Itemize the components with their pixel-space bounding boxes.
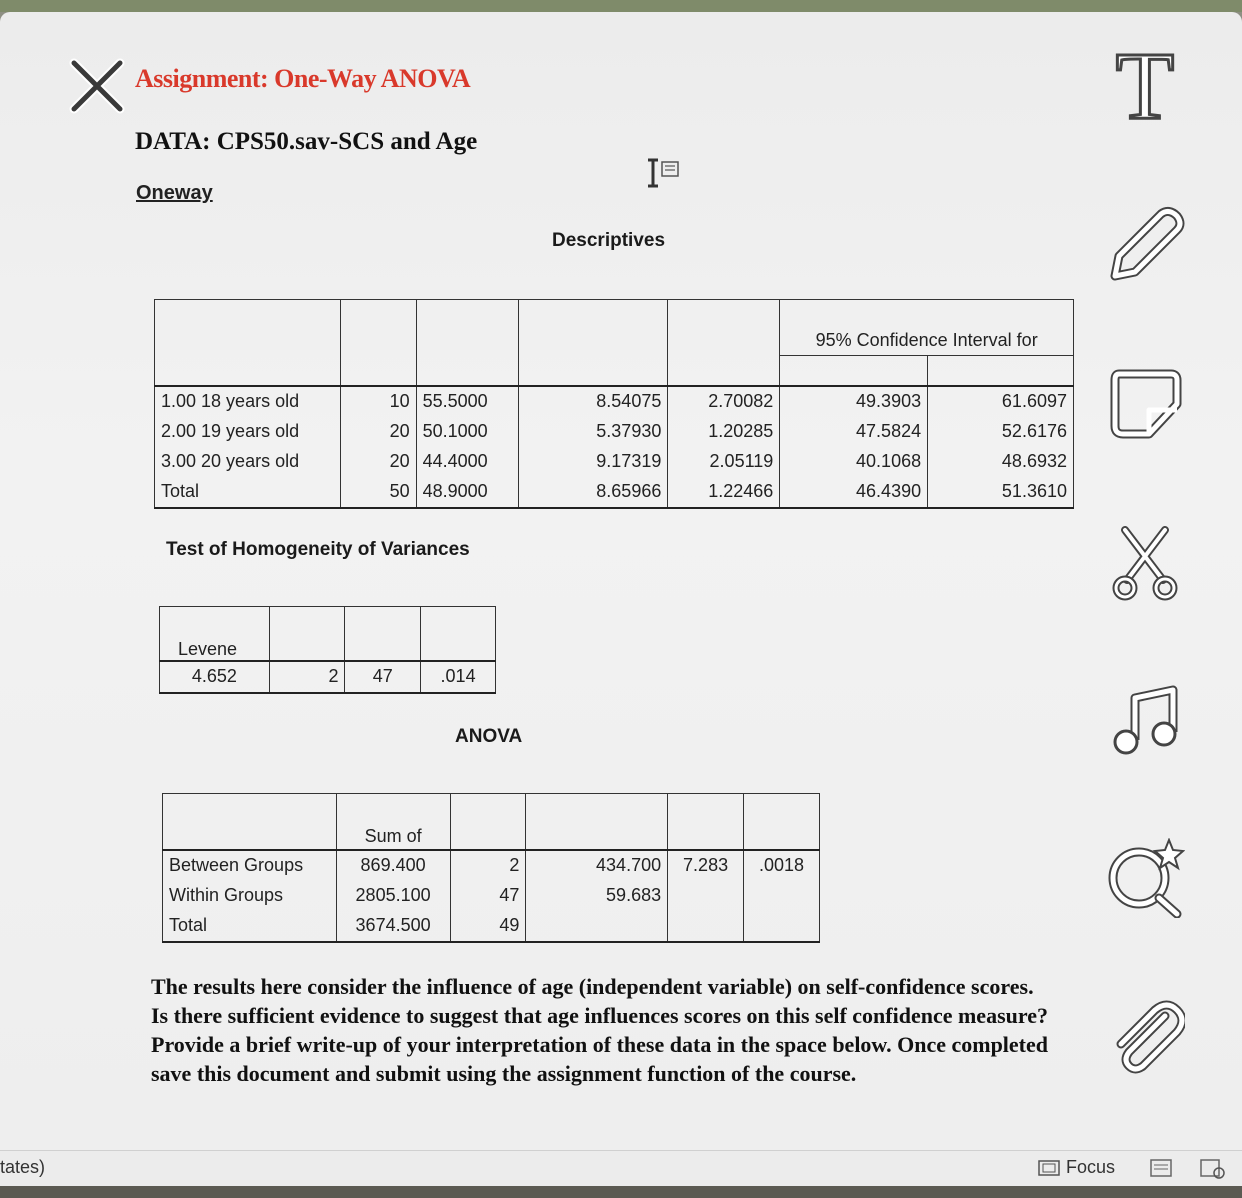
n-cell: 20: [340, 417, 416, 447]
header-cell: [269, 607, 345, 661]
focus-icon: [1038, 1160, 1060, 1176]
homogeneity-table: [159, 606, 496, 694]
table-row: [155, 417, 1074, 447]
table-row: [155, 477, 1074, 508]
header-cell: [340, 300, 416, 386]
lower-cell: 49.3903: [780, 386, 928, 417]
f-cell: [668, 911, 744, 942]
se-cell: 1.20285: [668, 417, 780, 447]
upper-cell: 61.6097: [928, 386, 1074, 417]
data-line: DATA: CPS50.sav-SCS and Age: [135, 128, 478, 155]
ss-cell: 869.400: [336, 850, 450, 881]
header-cell: [163, 794, 337, 850]
df1-value: 2: [269, 661, 345, 693]
sum-of-header: Sum of: [336, 794, 450, 850]
mean-cell: 50.1000: [416, 417, 518, 447]
lower-cell: 46.4390: [780, 477, 928, 508]
n-cell: 50: [340, 477, 416, 508]
status-left-text: tates): [0, 1157, 46, 1177]
sig-cell: [744, 911, 820, 942]
df-cell: 49: [450, 911, 526, 942]
header-cell: [668, 794, 744, 850]
oneway-heading: Oneway: [136, 182, 213, 204]
row-label: 2.00 19 years old: [155, 417, 341, 447]
df2-value: 47: [345, 661, 421, 693]
descriptives-table: [154, 299, 1074, 509]
se-cell: 2.05119: [668, 447, 780, 477]
paperclip-button[interactable]: [1105, 998, 1185, 1078]
pencil-button[interactable]: [1105, 206, 1185, 286]
levene-value: 4.652: [160, 661, 270, 693]
effects-search-icon: [1105, 838, 1185, 918]
se-cell: 1.22466: [668, 477, 780, 508]
scissors-icon: [1105, 524, 1185, 604]
sig-value: .014: [421, 661, 496, 693]
upper-cell: 48.6932: [928, 447, 1074, 477]
table-row: [155, 386, 1074, 417]
header-cell: [668, 300, 780, 386]
ms-cell: [526, 911, 668, 942]
table-row: [163, 850, 820, 881]
ms-cell: 59.683: [526, 881, 668, 911]
layout-icon[interactable]: [1150, 1159, 1172, 1177]
text-tool-button[interactable]: [1105, 44, 1185, 124]
lower-cell: 40.1068: [780, 447, 928, 477]
text-tool-icon: [1105, 44, 1185, 124]
row-label: Total: [163, 911, 337, 942]
sticker-icon: [1105, 364, 1185, 444]
se-cell: 2.70082: [668, 386, 780, 417]
music-button[interactable]: [1105, 682, 1185, 762]
header-cell: [450, 794, 526, 850]
n-cell: 20: [340, 447, 416, 477]
sd-cell: 8.54075: [518, 386, 668, 417]
row-label: 3.00 20 years old: [155, 447, 341, 477]
df-cell: 2: [450, 850, 526, 881]
table-row: [160, 661, 496, 693]
f-cell: 7.283: [668, 850, 744, 881]
anova-title: ANOVA: [455, 726, 523, 747]
status-bar: [0, 1150, 1242, 1187]
row-label: 1.00 18 years old: [155, 386, 341, 417]
document-title: Assignment: One-Way ANOVA: [135, 64, 471, 93]
header-cell: [744, 794, 820, 850]
ci-upper-header: [928, 356, 1074, 386]
bottom-edge: [0, 1186, 1242, 1198]
table-row: [163, 911, 820, 942]
sticker-button[interactable]: [1105, 364, 1185, 444]
mean-cell: 55.5000: [416, 386, 518, 417]
lower-cell: 47.5824: [780, 417, 928, 447]
header-cell: [421, 607, 496, 661]
sd-cell: 5.37930: [518, 417, 668, 447]
instructions-paragraph: The results here consider the influence of age (independent variable) on self-confidence scores. Is there sufficient evidence to suggest that age influences scores on this self confidence measure? Provide a brief write-up of your interpretation of these data in the space below. Once completed save this document and submit using the assignment function of the course.: [151, 974, 1049, 1086]
homogeneity-title: Test of Homogeneity of Variances: [166, 539, 470, 560]
ss-cell: 2805.100: [336, 881, 450, 911]
anova-table: [162, 793, 820, 943]
header-cell: [155, 300, 341, 386]
focus-button[interactable]: [1038, 1157, 1115, 1178]
mean-cell: 48.9000: [416, 477, 518, 508]
text-tool-glyph: T: [1115, 44, 1175, 124]
levene-header: Levene: [160, 607, 270, 661]
view-icon[interactable]: [1200, 1159, 1226, 1179]
focus-label: Focus: [1066, 1157, 1116, 1177]
top-edge: [0, 0, 1242, 12]
paperclip-icon: [1105, 998, 1185, 1078]
row-label: Total: [155, 477, 341, 508]
row-label: Between Groups: [163, 850, 337, 881]
ci-lower-header: [780, 356, 928, 386]
row-label: Within Groups: [163, 881, 337, 911]
mean-cell: 44.4000: [416, 447, 518, 477]
table-row: [163, 881, 820, 911]
scissors-button[interactable]: [1105, 524, 1185, 604]
music-note-icon: [1105, 682, 1185, 762]
sig-cell: [744, 881, 820, 911]
upper-cell: 52.6176: [928, 417, 1074, 447]
n-cell: 10: [340, 386, 416, 417]
table-row: [155, 447, 1074, 477]
header-cell: [526, 794, 668, 850]
close-icon[interactable]: [68, 57, 126, 115]
header-cell: [416, 300, 518, 386]
pencil-icon: [1105, 206, 1185, 286]
ms-cell: 434.700: [526, 850, 668, 881]
descriptives-title: Descriptives: [552, 230, 666, 251]
sd-cell: 9.17319: [518, 447, 668, 477]
header-cell: [518, 300, 668, 386]
header-cell: [345, 607, 421, 661]
sig-cell: .0018: [744, 850, 820, 881]
text-cursor-icon: [644, 156, 684, 192]
effects-button[interactable]: [1105, 838, 1185, 918]
f-cell: [668, 881, 744, 911]
ss-cell: 3674.500: [336, 911, 450, 942]
df-cell: 47: [450, 881, 526, 911]
sd-cell: 8.65966: [518, 477, 668, 508]
ci-header: 95% Confidence Interval for: [780, 300, 1074, 356]
upper-cell: 51.3610: [928, 477, 1074, 508]
